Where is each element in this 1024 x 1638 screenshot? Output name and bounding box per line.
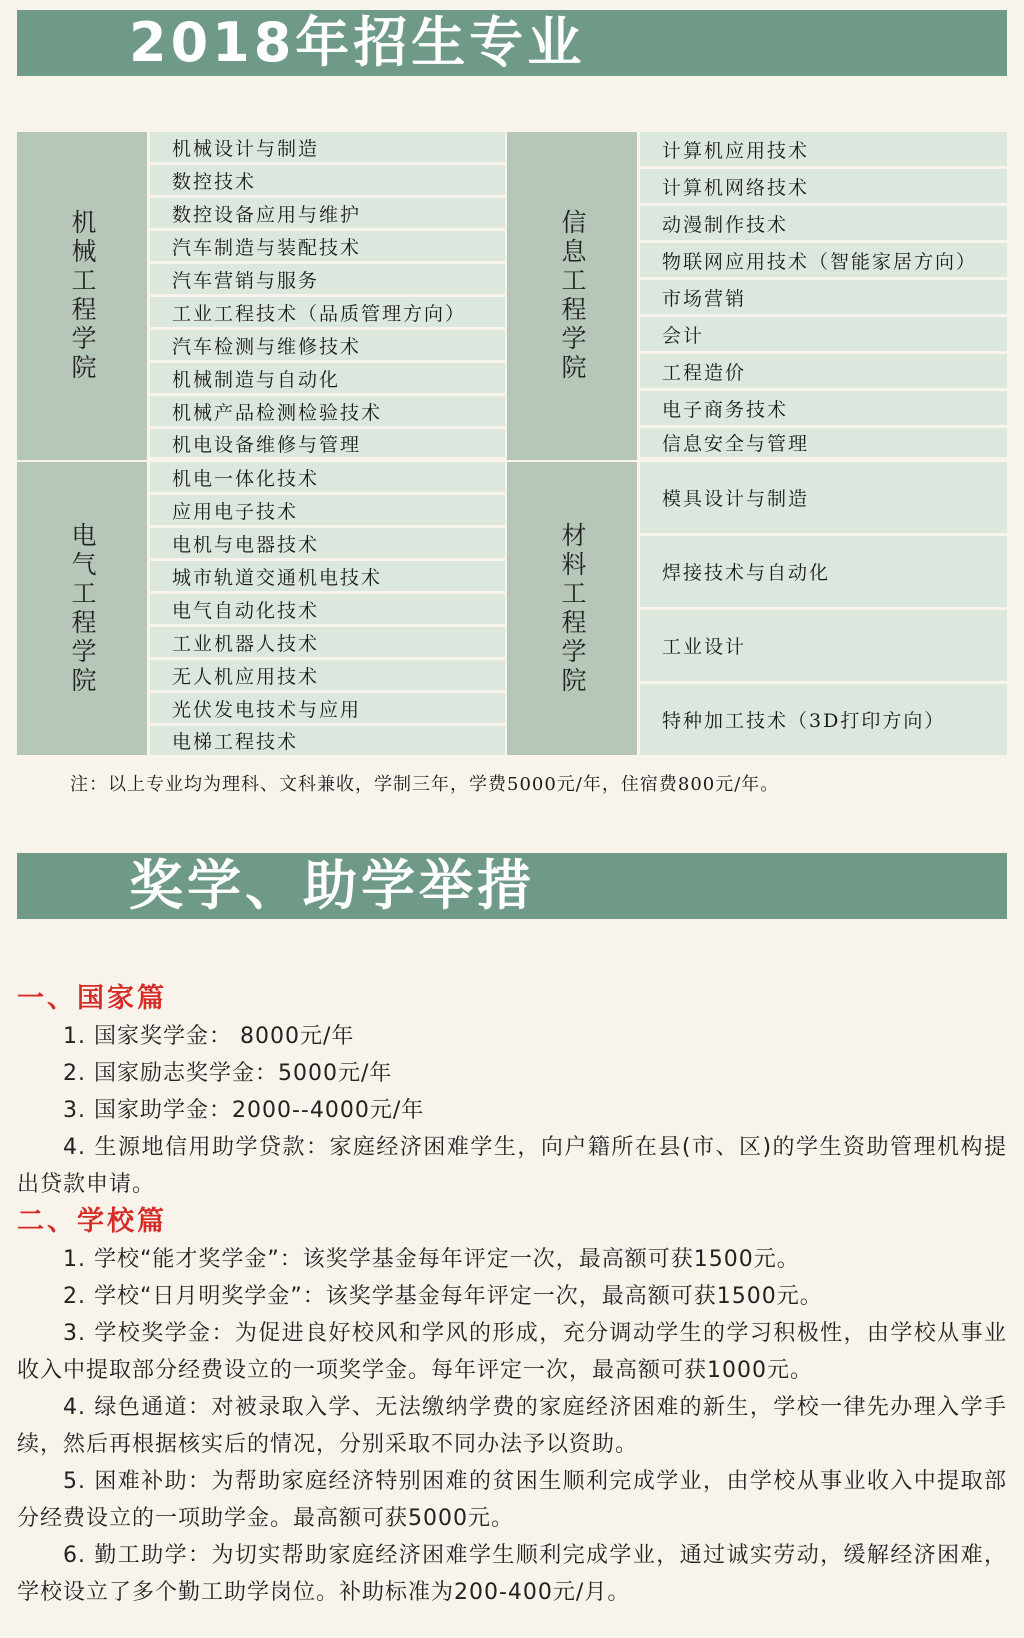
major-item: 汽车制造与装配技术 [150, 231, 505, 264]
national-item: 1. 国家奖学金： 8000元/年 [63, 1024, 355, 1049]
tuition-note: 注：以上专业均为理科、文科兼收，学制三年，学费5000元/年，住宿费800元/年。 [70, 774, 780, 795]
major-item: 机械制造与自动化 [150, 363, 505, 396]
major-item: 电气自动化技术 [150, 594, 505, 627]
major-item: 电子商务技术 [640, 391, 1007, 428]
national-heading: 一、国家篇 [17, 983, 167, 1014]
major-item: 应用电子技术 [150, 495, 505, 528]
major-item: 焊接技术与自动化 [640, 536, 1007, 610]
dept-name: 机械工程学院 [68, 209, 97, 383]
major-item: 汽车营销与服务 [150, 264, 505, 297]
national-item: 2. 国家励志奖学金：5000元/年 [63, 1061, 393, 1086]
major-item: 城市轨道交通机电技术 [150, 561, 505, 594]
major-item: 信息安全与管理 [640, 428, 1007, 460]
major-item: 物联网应用技术（智能家居方向） [640, 243, 1007, 280]
dept-information-majors [640, 132, 1007, 460]
school-heading: 二、学校篇 [17, 1206, 167, 1237]
major-item: 特种加工技术（3D打印方向） [640, 684, 1007, 755]
major-item: 数控技术 [150, 165, 505, 198]
dept-mechanical-majors [150, 132, 505, 460]
major-item: 计算机网络技术 [640, 169, 1007, 206]
major-item: 数控设备应用与维护 [150, 198, 505, 231]
scholarship-title: 奖学、助学举措 [129, 854, 535, 917]
dept-electrical-majors [150, 462, 505, 755]
major-item: 工程造价 [640, 354, 1007, 391]
major-item: 机电一体化技术 [150, 462, 505, 495]
dept-name: 信息工程学院 [558, 209, 587, 383]
dept-name: 电气工程学院 [68, 521, 97, 696]
major-item: 动漫制作技术 [640, 206, 1007, 243]
major-item: 电机与电器技术 [150, 528, 505, 561]
school-item: 2. 学校“日月明奖学金”：该奖学基金每年评定一次，最高额可获1500元。 [63, 1284, 823, 1309]
major-item: 工业机器人技术 [150, 627, 505, 660]
major-item: 模具设计与制造 [640, 462, 1007, 536]
major-item: 无人机应用技术 [150, 660, 505, 693]
major-item: 光伏发电技术与应用 [150, 693, 505, 726]
major-item: 工业设计 [640, 610, 1007, 684]
national-item: 4. 生源地信用助学贷款：家庭经济困难学生，向户籍所在县(市、区)的学生资助管理机构提出贷款申请。 [17, 1135, 1007, 1197]
school-item: 5. 困难补助：为帮助家庭经济特别困难的贫困生顺利完成学业，由学校从事业收入中提取部分经费设立的一项助学金。最高额可获5000元。 [17, 1469, 1007, 1531]
major-item: 机电设备维修与管理 [150, 429, 505, 460]
majors-title: 2018年招生专业 [129, 11, 586, 74]
school-item: 3. 学校奖学金：为促进良好校风和学风的形成，充分调动学生的学习积极性，由学校从事业收入中提取部分经费设立的一项奖学金。每年评定一次，最高额可获1000元。 [17, 1321, 1007, 1383]
scholarship-banner [17, 853, 1007, 919]
dept-mechanical [17, 132, 147, 460]
major-item: 机械产品检测检验技术 [150, 396, 505, 429]
dept-name: 材料工程学院 [558, 521, 587, 696]
major-item: 市场营销 [640, 280, 1007, 317]
major-item: 机械设计与制造 [150, 132, 505, 165]
school-item: 6. 勤工助学：为切实帮助家庭经济困难学生顺利完成学业，通过诚实劳动，缓解经济困难，学校设立了多个勤工助学岗位。补助标准为200-400元/月。 [17, 1543, 1007, 1605]
major-item: 汽车检测与维修技术 [150, 330, 505, 363]
dept-information [507, 132, 637, 460]
school-item: 1. 学校“能才奖学金”：该奖学基金每年评定一次，最高额可获1500元。 [63, 1247, 800, 1272]
dept-materials [507, 462, 637, 755]
major-item: 工业工程技术（品质管理方向） [150, 297, 505, 330]
school-item: 4. 绿色通道：对被录取入学、无法缴纳学费的家庭经济困难的新生，学校一律先办理入学手续，然后再根据核实后的情况，分别采取不同办法予以资助。 [17, 1395, 1007, 1457]
dept-electrical [17, 462, 147, 755]
majors-banner [17, 10, 1007, 76]
dept-materials-majors [640, 462, 1007, 755]
scholarship-section [17, 980, 1007, 1611]
national-item: 3. 国家助学金：2000--4000元/年 [63, 1098, 425, 1123]
major-item: 电梯工程技术 [150, 726, 505, 755]
major-item: 会计 [640, 317, 1007, 354]
major-item: 计算机应用技术 [640, 132, 1007, 169]
